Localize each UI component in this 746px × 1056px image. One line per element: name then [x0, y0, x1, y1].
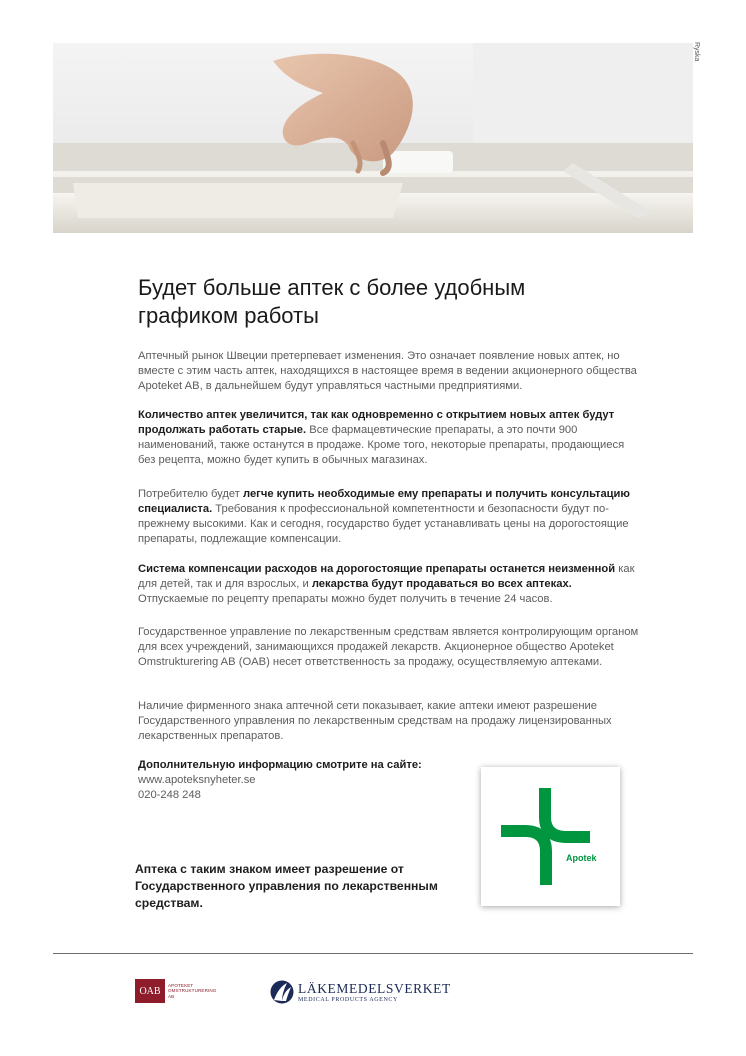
apotek-logo-card: [481, 767, 620, 906]
lakemedelsverket-logo: [270, 980, 451, 1004]
paragraph-bold: легче купить необходимые ему препараты и получить консультацию специалиста.: [138, 488, 630, 515]
paragraph-bold: лекарства будут продаваться во всех аптеках.: [311, 578, 572, 590]
apotek-cross-icon: [481, 767, 620, 906]
lmv-subtitle: MEDICAL PRODUCTS AGENCY: [298, 996, 398, 1003]
website-link[interactable]: www.apoteksnyheter.se: [138, 774, 256, 786]
oab-line: APOTEKET: [168, 982, 194, 988]
oab-logo: [135, 979, 216, 1003]
oab-line: OMSTRUKTURERING: [168, 988, 217, 994]
paragraph-brand-mark: Наличие фирменного знака аптечной сети показывает, какие аптеки имеют разрешение Государственного управления по лекарственным средствам на продажу лицензированных лекарственных препаратов.: [138, 700, 612, 742]
paragraph-compensation: [138, 562, 643, 607]
paragraph-bold: Количество аптек увеличится, так как одновременно с открытием новых аптек будут продолжать работать старые.: [138, 409, 615, 436]
hand-drawer-illustration: [53, 43, 693, 233]
hero-photo: [53, 43, 693, 233]
oab-wordmark: [168, 983, 216, 999]
contact-heading: Дополнительную информацию смотрите на сайте:: [138, 759, 422, 771]
paragraph-market-change: Аптечный рынок Швеции претерпевает изменения. Это означает появление новых аптек, но вместе с этим часть аптек, находящихся в настоящее время в ведении акционерного общества Apoteket AB, в дальнейшем будут управляться частными предприятиями.: [138, 350, 637, 392]
footer-divider: [53, 953, 693, 954]
lakemedelsverket-emblem-icon: [270, 980, 294, 1004]
language-tag: Ryska: [693, 42, 700, 62]
paragraph-text: Отпускаемые по рецепту препараты можно будет получить в течение 24 часов.: [138, 593, 553, 605]
oab-line: AB: [168, 993, 175, 999]
oab-mark: OAB: [135, 979, 165, 1003]
phone-number: 020-248 248: [138, 789, 201, 801]
logo-caption: Аптека с таким знаком имеет разрешение от Государственного управления по лекарственным средствам.: [135, 862, 438, 910]
lmv-name: LÄKEMEDELSVERKET: [298, 980, 451, 996]
contact-info: [138, 758, 468, 803]
lakemedelsverket-wordmark: [298, 982, 451, 1003]
paragraph-bold: Система компенсации расходов на дорогостоящие препараты останется неизменной: [138, 563, 616, 575]
paragraph-consumer: [138, 487, 643, 547]
paragraph-text: Потребителю будет: [138, 488, 243, 500]
page-title: Будет больше аптек с более удобным графиком работы: [138, 275, 526, 328]
paragraph-text: Все фармацевтические препараты, а это почти 900 наименований, также останутся в продаже. Кроме того, некоторые препараты, продающиеся без рецепта, можно будет купить в обычных магазинах.: [138, 424, 625, 466]
paragraph-text: как для детей, так и для взрослых, и: [138, 563, 635, 590]
paragraph-text: Требования к профессиональной компетентности и безопасности будут по-прежнему высокими. Как и сегодня, государство будет устанавливать цены на дорогостоящие препараты, подлежащие компенсации.: [138, 503, 629, 545]
apotek-logo-text: Apotek: [566, 853, 597, 863]
paragraph-agency: Государственное управление по лекарственным средствам является контролирующим органом для всех учреждений, занимающихся продажей лекарств. Акционерное общество Apoteket Omstrukturering AB (OAB) несет ответственность за продажу, осуществляемую аптеками.: [138, 626, 639, 668]
paragraph-more-pharmacies: [138, 408, 643, 468]
